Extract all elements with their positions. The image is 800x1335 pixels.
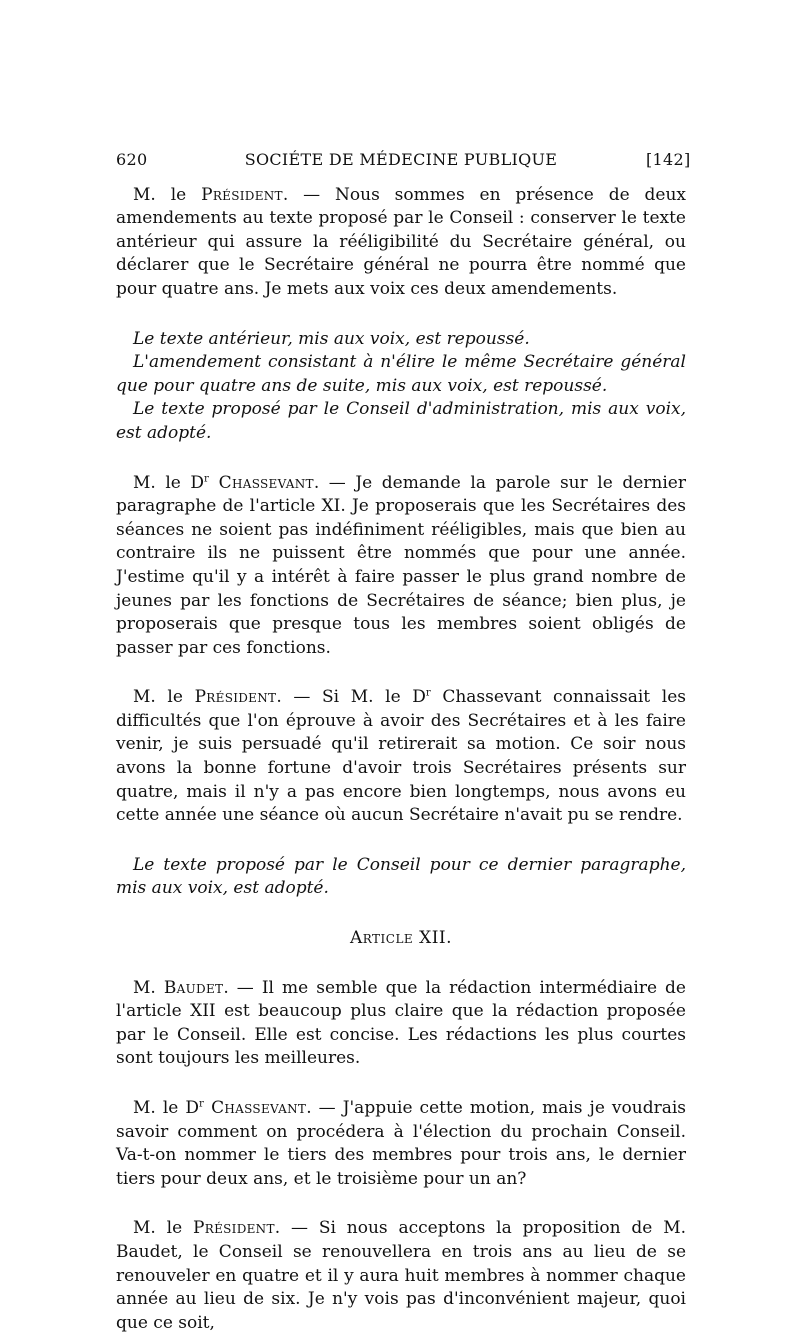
speaker-prefix: M.: [133, 977, 164, 998]
speaker-name: Président: [201, 184, 283, 205]
speaker-name: Baudet: [163, 977, 224, 998]
paragraph-text: . — J'appuie cette motion, mais je voudrais savoir comment on procédera à l'élection du prochain Conseil. Va-t-on nommer le tiers des membres pour trois ans, le dernier tiers pour deux ans, et le troisième pour un an?: [116, 1098, 687, 1189]
speaker-name: Président: [193, 1218, 275, 1239]
doctor-sup: r: [425, 687, 431, 699]
article-heading: Article XII.: [349, 928, 453, 949]
vote-result-1: Le texte antérieur, mis aux voix, est repoussé.: [133, 328, 530, 349]
folio-number: [142]: [646, 150, 691, 169]
page-number: 620: [116, 150, 148, 169]
vote-result-2: L'amendement consistant à n'élire le même Secrétaire général que pour quatre ans de suite, mis aux voix, est repoussé.: [116, 352, 686, 396]
running-title: SOCIÉTE DE MÉDECINE PUBLIQUE: [244, 150, 558, 169]
paragraph-text: Chassevant connaissait les difficultés que l'on éprouve à avoir des Secrétaires et à les faire venir, je suis persuadé qu'il retirerait sa motion. Ce soir nous avons la bonne fortune d'avoir trois Secrétaires présents sur quatre, mais il n'y a pas encore bien longtemps, nous avons eu cette année une séance où aucun Secrétaire n'avait pu se rendre.: [116, 687, 686, 826]
speaker-prefix: M. le D: [133, 472, 205, 493]
paragraph-text: . — Il me semble que la rédaction intermédiaire de l'article XII est beaucoup plus claire que la rédaction proposée par le Conseil. Elle est concise. Les rédactions les plus courtes sont toujours les meilleures.: [116, 977, 686, 1069]
speaker-sup: r: [198, 1098, 204, 1110]
paragraph-text: . — Je demande la parole sur le dernier paragraphe de l'article XI. Je proposerais que les Secrétaires des séances ne soient pas indéfiniment rééligibles, mais que bien au contraire ils ne puissent être nommés que pour une année. J'estime qu'il y a intérêt à faire passer le plus grand nombre de jeunes par les fonctions de Secrétaires de séance; bien plus, je proposerais que presque tous les membres soient obligés de passer par ces fonctions.: [116, 472, 686, 658]
vote-result-4: Le texte proposé par le Conseil pour ce dernier paragraphe, mis aux voix, est adopté.: [116, 854, 686, 899]
paragraph-president-2: [116, 686, 686, 828]
book-page: [116, 148, 691, 1335]
page-header: [116, 148, 691, 172]
paragraph-chassevant-2: [116, 1097, 686, 1191]
paragraph-president-3: [116, 1217, 686, 1335]
paragraph-text: . — Nous sommes en présence de deux amendements au texte proposé par le Conseil : conserver le texte antérieur qui assure la rééligibilité du Secrétaire général, ou déclarer que le Secrétaire général ne pourra être nommé que pour quatre ans. Je mets aux voix ces deux amendements.: [116, 184, 687, 299]
paragraph-text: . — Si nous acceptons la proposition de M. Baudet, le Conseil se renouvellera en trois ans au lieu de se renouveler en quatre et il y aura huit membres à nommer chaque année au lieu de six. Je n'y vois pas d'inconvénient majeur, quoi que ce soit,: [116, 1218, 687, 1333]
paragraph-president-1: [116, 184, 686, 302]
paragraph-baudet: [116, 977, 686, 1071]
speaker-prefix: M. le: [133, 1218, 193, 1239]
speaker-prefix: M. le D: [133, 1098, 199, 1118]
vote-result-3: Le texte proposé par le Conseil d'administration, mis aux voix, est adopté.: [116, 399, 686, 443]
paragraph-chassevant-1: [116, 472, 686, 661]
speaker-prefix: M. le: [133, 687, 195, 708]
speaker-name: Chassevant: [203, 1098, 307, 1118]
paragraph-text-start: . — Si M. le D: [276, 687, 426, 708]
speaker-sup: r: [204, 472, 209, 484]
speaker-name: Chassevant: [208, 472, 314, 493]
speaker-prefix: M. le: [133, 184, 202, 205]
speaker-name: Président: [194, 687, 277, 708]
